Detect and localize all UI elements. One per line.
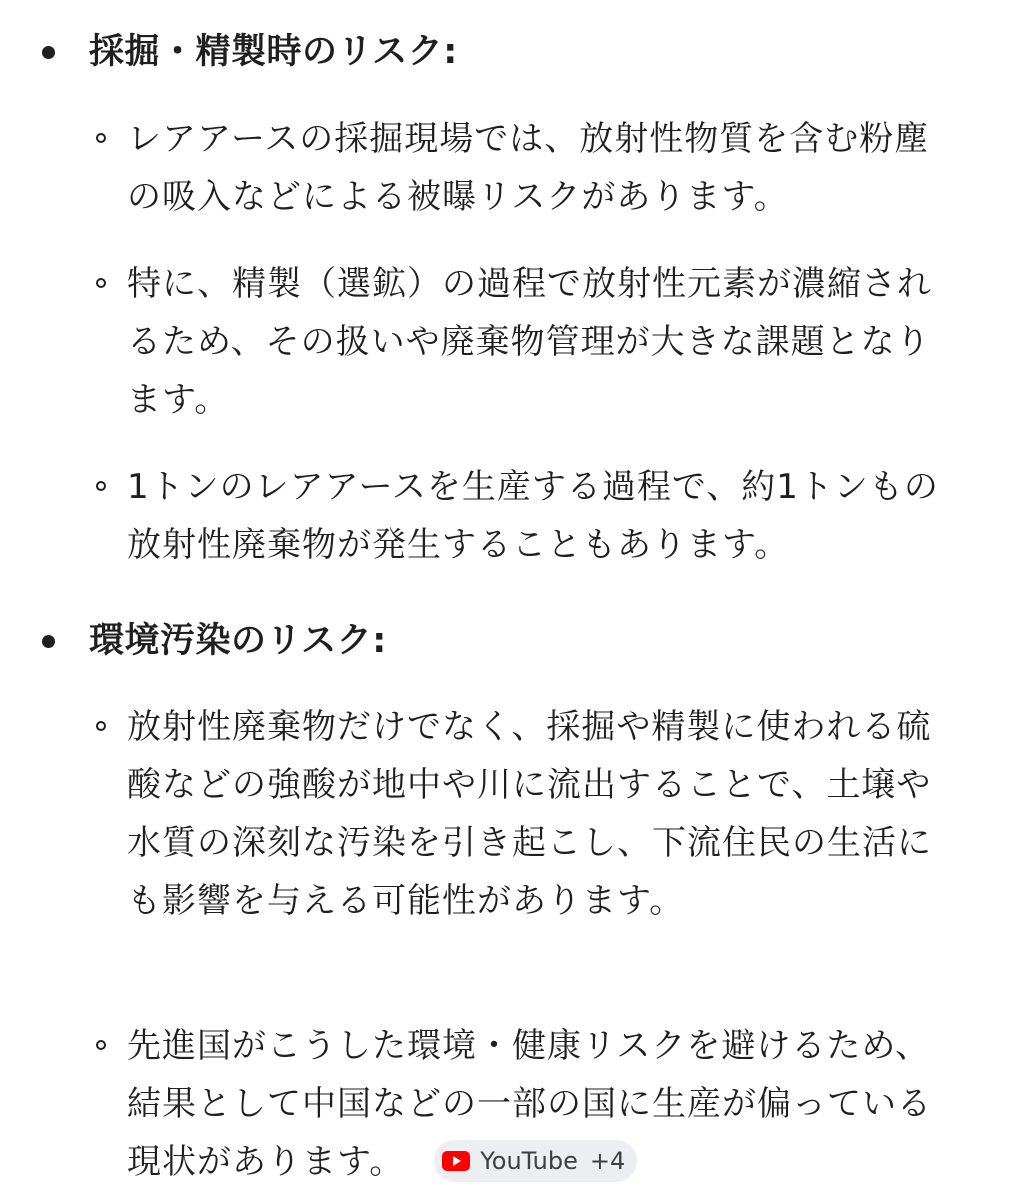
list-item-text: 放射性廃棄物だけでなく、採掘や精製に使われる硫酸などの強酸が地中や川に流出することで、土壌や水質の深刻な汚染を引き起こし、下流住民の生活にも影響を与える可能性があります。 [127,707,932,921]
list-item-text: レアアースの採掘現場では、放射性物質を含む粉塵の吸入などによる被曝リスクがあります。 [127,119,930,217]
source-chip[interactable] [434,1140,637,1182]
list-item [96,698,946,930]
list-item [96,255,946,429]
list-item-text: 特に、精製（選鉱）の過程で放射性元素が濃縮されるため、その扱いや廃棄物管理が大きな課題となります。 [127,264,932,420]
sub-bullet-circle [96,1040,106,1050]
bullet-dot [42,635,55,648]
list-item [96,1017,946,1191]
source-chip-label: YouTube [480,1146,578,1175]
sub-bullet-circle [96,278,106,288]
list-item-text: 1トンのレアアースを生産する過程で、約1トンもの放射性廃棄物が発生することもあります。 [127,467,939,565]
sub-bullet-circle [96,133,106,143]
list-item [96,110,946,226]
section-heading-text: 環境汚染のリスク: [89,621,387,661]
section-heading-pollution [42,606,387,676]
youtube-icon [442,1151,470,1171]
list-item-text-content: 先進国がこうした環境・健康リスクを避けるため、結果として中国などの一部の国に生産が偏っている現状があります。 [127,1026,932,1182]
sub-bullet-circle [96,721,106,731]
section-heading-text: 採掘・精製時のリスク: [89,32,458,72]
bullet-dot [42,46,55,59]
source-chip-count: +4 [589,1146,626,1175]
sub-bullet-circle [96,481,106,491]
list-item-text [127,1017,943,1191]
list-item [96,458,946,574]
section-heading-mining [42,17,458,87]
